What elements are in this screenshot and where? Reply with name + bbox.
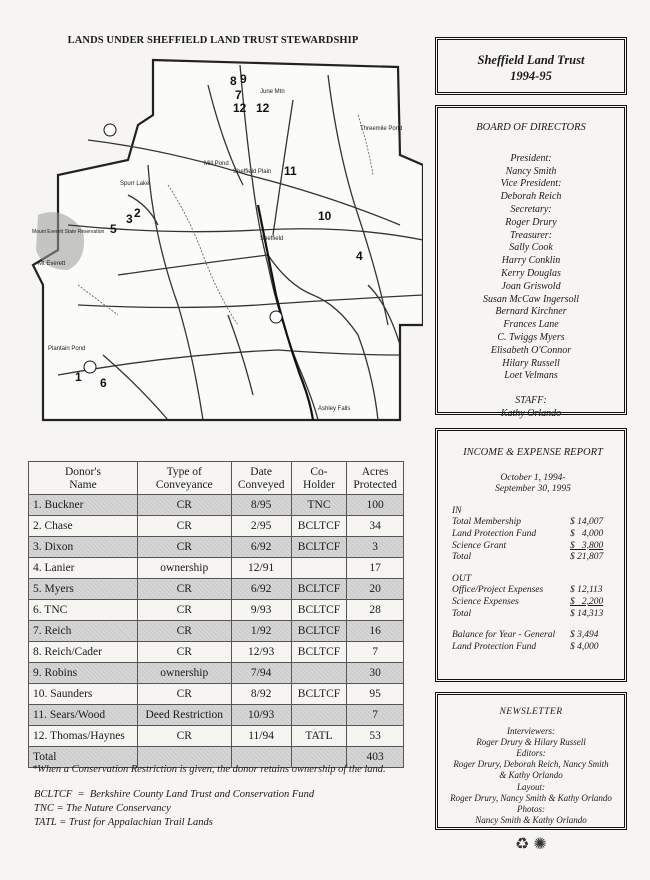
total-value: 403 bbox=[347, 747, 404, 768]
ledger-row bbox=[452, 585, 614, 597]
column-header bbox=[291, 462, 347, 495]
parcel-12b-label: 12 bbox=[256, 101, 270, 115]
table-cell: 1/92 bbox=[231, 621, 291, 642]
ledger-label: Office/Project Expenses bbox=[452, 585, 544, 596]
table-cell: CR bbox=[137, 726, 231, 747]
table-cell: 28 bbox=[347, 600, 404, 621]
table-cell: 100 bbox=[347, 495, 404, 516]
board-line: Roger Drury bbox=[505, 216, 557, 228]
ledger-value: $ 4,000 bbox=[570, 641, 599, 652]
table-cell: CR bbox=[137, 537, 231, 558]
board-line: Vice President: bbox=[500, 178, 562, 190]
table-cell: 1. Buckner bbox=[29, 495, 138, 516]
board-line: Sally Cook bbox=[509, 242, 553, 254]
ledger-row bbox=[452, 529, 614, 541]
table-cell: 8. Reich/Cader bbox=[29, 642, 138, 663]
ledger-row bbox=[452, 630, 614, 642]
ledger-row bbox=[452, 642, 614, 654]
table-cell: BCLTCF bbox=[291, 537, 347, 558]
newsletter-line: Photos: bbox=[517, 803, 545, 814]
in-label: IN bbox=[452, 505, 462, 516]
route-41-shield bbox=[104, 124, 116, 136]
table-cell: BCLTCF bbox=[291, 600, 347, 621]
table-cell: 7 bbox=[347, 642, 404, 663]
table-cell: 7 bbox=[347, 705, 404, 726]
income-expense-box bbox=[435, 428, 627, 682]
board-line: Frances Lane bbox=[503, 319, 559, 331]
ledger-label: Science Grant bbox=[452, 540, 507, 551]
table-row bbox=[29, 684, 404, 705]
table-cell: BCLTCF bbox=[291, 579, 347, 600]
ledger-value: $ 12,113 bbox=[570, 585, 603, 596]
town-label: Threemile Pond bbox=[360, 126, 403, 132]
table-cell: 16 bbox=[347, 621, 404, 642]
column-header-line: Conveyance bbox=[155, 479, 213, 491]
ledger-label: Total Membership bbox=[452, 517, 522, 528]
column-header-line: Date bbox=[250, 466, 272, 478]
column-header-line: Donor's bbox=[65, 466, 101, 478]
newsletter-line: Interviewers: bbox=[507, 726, 555, 737]
parcel-6-label: 6 bbox=[100, 376, 107, 390]
title-box bbox=[435, 37, 627, 95]
table-cell: 2. Chase bbox=[29, 516, 138, 537]
table-cell: 30 bbox=[347, 663, 404, 684]
parcel-8-label: 8 bbox=[230, 74, 237, 88]
table-cell: 7/94 bbox=[231, 663, 291, 684]
ledger-value: $ 3,494 bbox=[570, 630, 599, 641]
newsletter-box bbox=[435, 692, 627, 830]
board-line: Elisabeth O'Connor bbox=[490, 344, 572, 356]
board-heading: BOARD OF DIRECTORS bbox=[476, 122, 586, 133]
board-line: Harry Conklin bbox=[501, 255, 561, 267]
ledger-label: Science Expenses bbox=[452, 596, 519, 607]
ledger-value: $ 14,313 bbox=[570, 608, 604, 619]
parcel-7-label: 7 bbox=[235, 88, 242, 102]
town-label: Sheffield Plain bbox=[233, 169, 272, 175]
table-cell: CR bbox=[137, 600, 231, 621]
table-cell: 12. Thomas/Haynes bbox=[29, 726, 138, 747]
table-row bbox=[29, 537, 404, 558]
table-cell: 5. Myers bbox=[29, 579, 138, 600]
table-cell: 12/93 bbox=[231, 642, 291, 663]
board-line: Loet Velmans bbox=[504, 370, 558, 382]
newsletter-line: Roger Drury & Hilary Russell bbox=[476, 737, 586, 748]
column-header bbox=[137, 462, 231, 495]
parcel-5-label: 5 bbox=[110, 222, 117, 236]
ledger-value: $ 21,807 bbox=[570, 552, 604, 563]
table-cell: ownership bbox=[137, 558, 231, 579]
table-cell: 8/95 bbox=[231, 495, 291, 516]
ledger-value: $ 2,200 bbox=[570, 596, 604, 607]
column-header-line: Holder bbox=[303, 479, 335, 491]
income-heading: INCOME & EXPENSE REPORT bbox=[463, 447, 603, 458]
total-label: Total bbox=[29, 747, 138, 768]
table-header-row bbox=[29, 462, 404, 495]
board-list bbox=[438, 153, 624, 383]
balance-rows bbox=[452, 630, 614, 653]
out-rows bbox=[452, 585, 614, 620]
table-row bbox=[29, 726, 404, 747]
ledger-row bbox=[452, 597, 614, 609]
newsletter-line: Nancy Smith & Kathy Orlando bbox=[475, 814, 587, 825]
column-header bbox=[29, 462, 138, 495]
table-cell: 95 bbox=[347, 684, 404, 705]
town-label: Spurr Lake bbox=[120, 181, 150, 187]
town-label: Mt Everett bbox=[38, 261, 66, 267]
parcel-2-label: 2 bbox=[134, 206, 141, 220]
table-row bbox=[29, 642, 404, 663]
town-label: Mount Everett State Reservation bbox=[32, 229, 105, 235]
stewardship-map bbox=[28, 55, 423, 425]
column-header bbox=[231, 462, 291, 495]
in-rows bbox=[452, 517, 614, 563]
table-cell: 34 bbox=[347, 516, 404, 537]
table-cell: CR bbox=[137, 684, 231, 705]
table-cell: 20 bbox=[347, 579, 404, 600]
table-cell: 11. Sears/Wood bbox=[29, 705, 138, 726]
table-row bbox=[29, 579, 404, 600]
table-cell: CR bbox=[137, 642, 231, 663]
newsletter-line: Roger Drury, Deborah Reich, Nancy Smith bbox=[453, 759, 609, 770]
ledger-label: Total bbox=[452, 608, 472, 619]
table-cell: 4. Lanier bbox=[29, 558, 138, 579]
table-cell: CR bbox=[137, 579, 231, 600]
recycle-icon: ♻ ✺ bbox=[515, 836, 547, 853]
parcel-11-label: 11 bbox=[284, 164, 297, 178]
board-line: C. Twiggs Myers bbox=[497, 331, 565, 343]
table-row bbox=[29, 663, 404, 684]
footnote: *When a Conservation Restriction is given, the donor retains ownership of the land. bbox=[32, 764, 386, 775]
table-row bbox=[29, 495, 404, 516]
board-line: Treasurer: bbox=[509, 229, 553, 241]
abbreviation-line: TATL = Trust for Appalachian Trail Lands bbox=[34, 817, 213, 828]
town-label: June Mtn bbox=[260, 89, 285, 95]
donor-table bbox=[28, 461, 404, 768]
table-row bbox=[29, 621, 404, 642]
table-cell: 6/92 bbox=[231, 537, 291, 558]
table-cell: BCLTCF bbox=[291, 621, 347, 642]
out-label: OUT bbox=[452, 573, 472, 584]
table-cell: 10. Saunders bbox=[29, 684, 138, 705]
table-cell: CR bbox=[137, 495, 231, 516]
newsletter-line: Roger Drury, Nancy Smith & Kathy Orlando bbox=[450, 792, 612, 803]
abbreviations bbox=[34, 788, 314, 830]
parcel-12-label: 12 bbox=[233, 101, 247, 115]
table-cell: Deed Restriction bbox=[137, 705, 231, 726]
board-line: Secretary: bbox=[510, 203, 552, 215]
ledger-value: $ 4,000 bbox=[570, 528, 604, 539]
table-cell: TATL bbox=[291, 726, 347, 747]
table-cell: 10/93 bbox=[231, 705, 291, 726]
table-cell bbox=[291, 558, 347, 579]
table-cell: 6. TNC bbox=[29, 600, 138, 621]
table-row bbox=[29, 600, 404, 621]
town-label: Sheffield bbox=[260, 236, 284, 242]
staff-heading: STAFF: bbox=[515, 395, 547, 407]
newsletter-line: & Kathy Orlando bbox=[499, 770, 563, 781]
board-line: Susan McCaw Ingersoll bbox=[482, 293, 580, 305]
ledger-value: $ 14,007 bbox=[570, 517, 604, 528]
board-of-directors-box bbox=[435, 105, 627, 419]
table-cell: 3 bbox=[347, 537, 404, 558]
column-header-line: Co- bbox=[310, 466, 328, 478]
ledger-label: Land Protection Fund bbox=[452, 641, 537, 652]
ledger-label: Land Protection Fund bbox=[452, 528, 537, 539]
abbreviation-line: BCLTCF = Berkshire County Land Trust and Conservation Fund bbox=[34, 789, 315, 800]
staff-name: Kathy Orlando bbox=[500, 407, 562, 419]
board-line: Bernard Kirchner bbox=[495, 306, 567, 318]
table-cell: BCLTCF bbox=[291, 516, 347, 537]
table-cell: 6/92 bbox=[231, 579, 291, 600]
newsletter-heading: NEWSLETTER bbox=[499, 707, 563, 717]
map-title: LANDS UNDER SHEFFIELD LAND TRUST STEWARDSHIP bbox=[67, 35, 359, 46]
board-line: Nancy Smith bbox=[505, 165, 557, 177]
board-line: Joan Griswold bbox=[501, 280, 561, 292]
table-cell: ownership bbox=[137, 663, 231, 684]
table-cell bbox=[291, 705, 347, 726]
ledger-label: Balance for Year - General bbox=[452, 630, 556, 641]
parcel-3-label: 3 bbox=[126, 212, 133, 226]
board-line: President: bbox=[510, 152, 552, 164]
board-line: Kerry Douglas bbox=[501, 267, 561, 279]
table-cell: 12/91 bbox=[231, 558, 291, 579]
parcel-1-label: 1 bbox=[75, 370, 82, 384]
table-cell: 9. Robins bbox=[29, 663, 138, 684]
column-header-line: Protected bbox=[353, 479, 397, 491]
board-line: Deborah Reich bbox=[500, 191, 562, 203]
table-cell: 3. Dixon bbox=[29, 537, 138, 558]
board-line: Hilary Russell bbox=[502, 357, 560, 369]
parcel-9-label: 9 bbox=[240, 72, 247, 86]
newsletter-line: Layout: bbox=[517, 781, 545, 792]
column-header-line: Name bbox=[69, 479, 97, 491]
table-cell: 11/94 bbox=[231, 726, 291, 747]
table-cell: TNC bbox=[291, 495, 347, 516]
table-cell: BCLTCF bbox=[291, 684, 347, 705]
table-cell: CR bbox=[137, 621, 231, 642]
parcel-4-label: 4 bbox=[356, 249, 363, 263]
abbreviation-line: TNC = The Nature Conservancy bbox=[34, 803, 171, 814]
table-cell: 9/93 bbox=[231, 600, 291, 621]
table-cell: 17 bbox=[347, 558, 404, 579]
town-label: Plantain Pond bbox=[48, 346, 86, 352]
ledger-label: Total bbox=[452, 552, 472, 563]
table-cell: BCLTCF bbox=[291, 642, 347, 663]
table-row bbox=[29, 705, 404, 726]
newsletter-line: Editors: bbox=[516, 748, 546, 759]
table-row bbox=[29, 558, 404, 579]
table-cell: 8/92 bbox=[231, 684, 291, 705]
newsletter-credits bbox=[438, 726, 624, 826]
ledger-row bbox=[452, 517, 614, 529]
org-year: 1994-95 bbox=[510, 69, 552, 83]
route-41-shield bbox=[84, 361, 96, 373]
table-row bbox=[29, 516, 404, 537]
ledger-row bbox=[452, 541, 614, 553]
ledger-row bbox=[452, 552, 614, 564]
table-cell: CR bbox=[137, 516, 231, 537]
town-label: Ashley Falls bbox=[318, 406, 351, 412]
column-header-line: Conveyed bbox=[237, 479, 285, 491]
table-cell bbox=[291, 663, 347, 684]
ledger-row bbox=[452, 609, 614, 621]
period-end: September 30, 1995 bbox=[495, 484, 571, 495]
town-label: Mill Pond bbox=[204, 161, 229, 167]
table-cell: 7. Reich bbox=[29, 621, 138, 642]
route-7a-shield bbox=[270, 311, 282, 323]
column-header-line: Type of bbox=[166, 466, 202, 478]
period-start: October 1, 1994- bbox=[500, 472, 566, 483]
column-header bbox=[347, 462, 404, 495]
column-header-line: Acres bbox=[361, 466, 389, 478]
table-cell: 2/95 bbox=[231, 516, 291, 537]
table-cell: 53 bbox=[347, 726, 404, 747]
report-period bbox=[452, 473, 614, 496]
parcel-10-label: 10 bbox=[318, 209, 332, 223]
org-name: Sheffield Land Trust bbox=[477, 53, 585, 67]
ledger-value: $ 3,800 bbox=[570, 540, 604, 551]
